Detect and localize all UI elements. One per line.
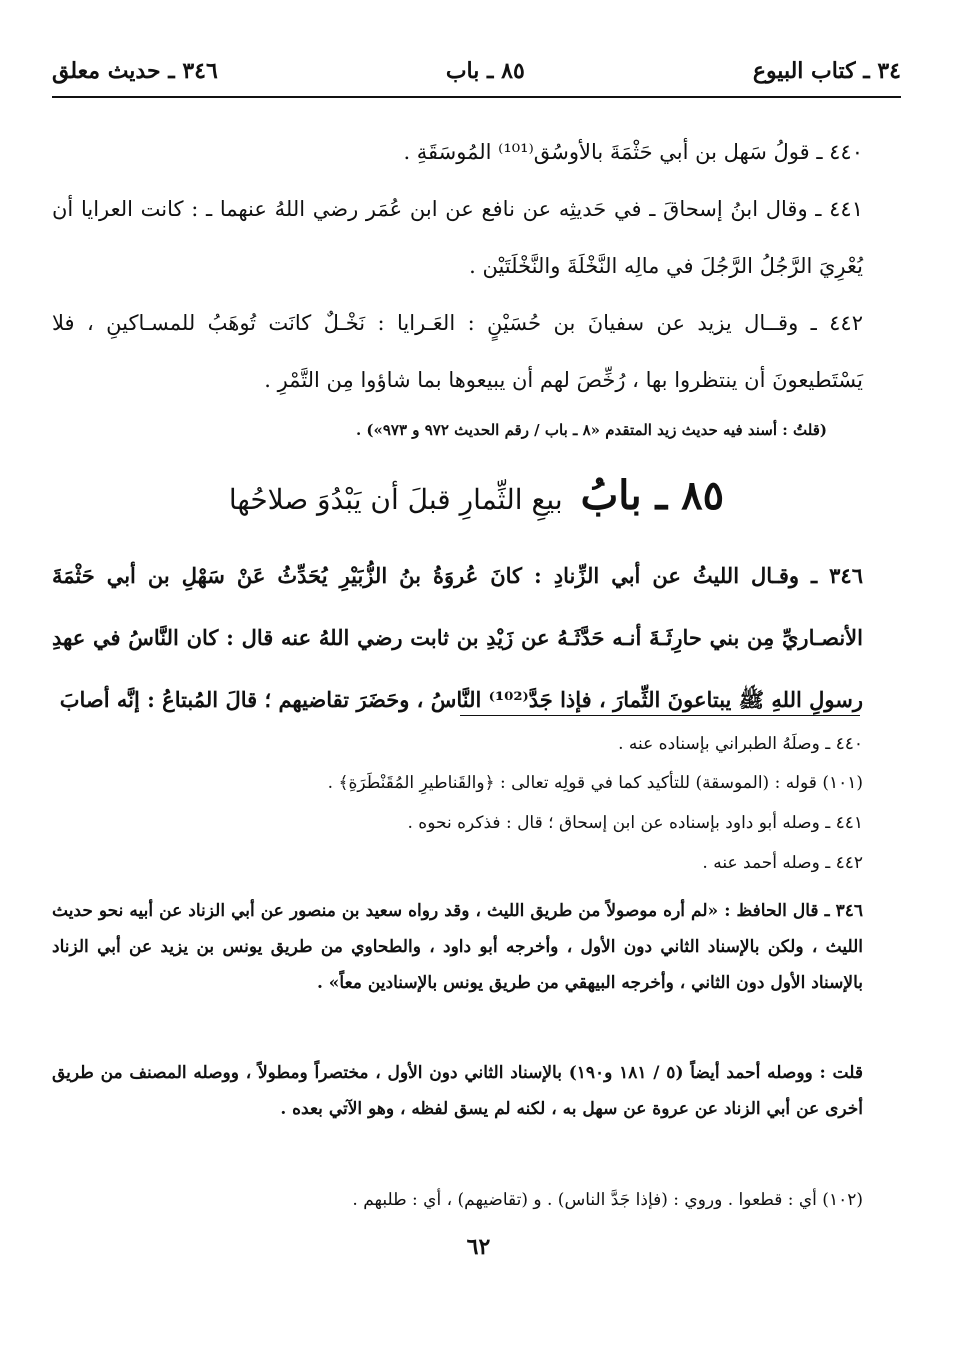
footnote-101: (١٠١) قوله : (الموسقة) للتأكيد كما في قولِه تعالى : ﴿والقَناطيرِ المُقَنْطَرَةِ﴾ . — [327, 773, 863, 793]
header-book-title: ٣٤ ـ كتاب البيوع — [752, 58, 901, 84]
text-paragraph-440: ٤٤٠ ـ قولُ سَهل بن أبي حَثْمَةَ بالأوسُق⁽¹⁰¹⁾ المُوسَقَةِ . — [403, 140, 863, 164]
footnote-346: ٣٤٦ ـ قال الحافظ : «لم أره موصولاً من طريق الليث ، وقد رواه سعيد بن منصور عن أبي الزناد عن أبيه نحو حديث الليث ، ولكن بالإسناد الثاني دون الأول ، وأخرجه أبو داود ، والطحاوي من طريق يونس بن يزيد عن أبي الزناد بالإسناد الأول دون الثاني ، وأخرجه البيهقي من طريق يونس بالإسنادين معاً» . — [52, 901, 863, 993]
footnote-441: ٤٤١ ـ وصله أبو داود بإسناده عن ابن إسحاق ؛ قال : فذكره نحوه . — [407, 813, 863, 833]
footnote-442: ٤٤٢ ـ وصله أحمد عنه . — [702, 853, 863, 873]
chapter-heading — [52, 472, 901, 536]
running-header — [52, 52, 901, 90]
header-divider — [52, 96, 901, 98]
chapter-number: ٨٥ ـ بابُ — [580, 472, 725, 519]
page-number: ٦٢ — [466, 1234, 491, 1260]
header-hadith-label: ٣٤٦ ـ حديث معلق — [52, 58, 218, 84]
text-paragraph-442: ٤٤٢ ـ وقــال يزيد عن سفيانَ بن حُسَيْنٍ : العَـرايا : نَخْـلٌ كانَت تُوهَبُ للمسـاكينِ ، فلا يَسْتَطيعونَ أن ينتظروا بها ، رُخِّصَ لهم أن يبيعوها بما شاؤوا مِن التَّمْرِ . — [52, 311, 863, 392]
footnote-qult: قلت : ووصله أحمد أيضاً (٥ / ١٨١ و١٩٠) بالإسناد الثاني دون الأول ، مختصراً ومطولاً ، ووصله المصنف من طريق أخرى عن أبي الزناد عن عروة عن سهل به ، لكنه لم يسق لفظه ، وهو الآتي بعده . — [52, 1063, 863, 1119]
footnote-divider — [460, 715, 860, 716]
editor-note: (قلتُ : أسند فيه حديث زيد المتقدم «٨ ـ باب / رقم الحديث ٩٧٢ و ٩٧٣») . — [355, 421, 827, 439]
header-chapter: ٨٥ ـ باب — [445, 58, 525, 84]
footnote-102: (١٠٢) أي : قطعوا . وروي : (فإذا جَدَّ الناس) . و (تقاضيهم) ، أي : طلبهم . — [352, 1190, 863, 1210]
main-hadith-text: ٣٤٦ ـ وقـال الليثُ عن أبي الزِّنادِ : كانَ عُروَةُ بنُ الزُّبَيْرِ يُحَدِّثُ عَنْ سَهْلِ بن أبي حَثْمَةَ الأنصـاريِّ مِن بني حارِثَـةَ أنـه حَدَّثَـهُ عن زَيْدِ بن ثابت رضي اللهُ عنه قال : كان النَّاسُ في عهدِ رسولِ اللهِ ﷺ يبتاعونَ الثِّمارَ ، فإذا جَدَّ⁽¹⁰²⁾ النَّاسُ ، وحَضَرَ تقاضيهم ؛ قالَ المُبتاعُ : إنَّه أصابَ — [52, 563, 863, 712]
footnote-440: ٤٤٠ ـ وصلَهُ الطبراني بإسناده عنه . — [618, 734, 863, 754]
text-paragraph-441: ٤٤١ ـ وقال ابنُ إسحاقَ ـ في حَديثِه عن نافع عن ابن عُمَر رضي اللهُ عنهما ـ : كانت العرايا أن يُعْرِيَ الرَّجُلُ الرَّجُلَ في مالِه النَّخْلَةَ والنَّخْلَتَيْن . — [52, 197, 863, 278]
chapter-title: بيعِ الثِّمارِ قبلَ أن يَبْدُوَ صلاحُها — [228, 483, 563, 516]
